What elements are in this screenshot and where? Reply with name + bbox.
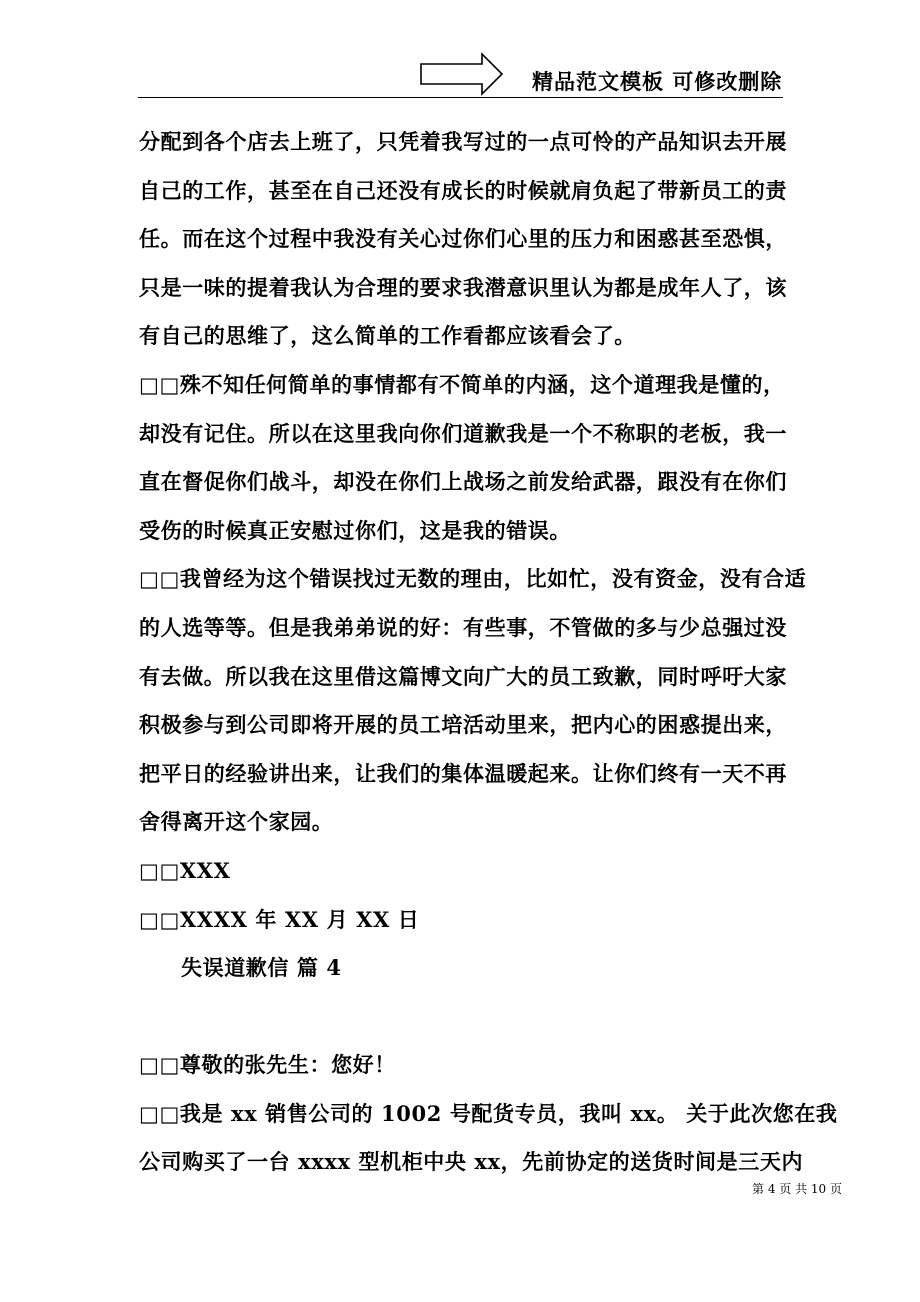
text-line: 公司购买了一台 xxxx 型机柜中央 xx，先前协定的送货时间是三天内 (139, 1149, 804, 1175)
header-divider (138, 97, 783, 98)
text-line: 有去做。所以我在这里借这篇博文向广大的员工致歉，同时呼吁大家 (139, 663, 787, 689)
text-line: 却没有记住。所以在这里我向你们道歉我是一个不称职的老板，我一 (139, 420, 787, 446)
text-line: 分配到各个店去上班了，只凭着我写过的一点可怜的产品知识去开展 (139, 129, 787, 154)
arrow-icon (420, 52, 504, 96)
text-line: 积极参与到公司即将开展的员工培活动里来，把内心的困惑提出来， (139, 712, 787, 738)
text-line: 有自己的思维了，这么简单的工作看都应该看会了。 (139, 323, 636, 349)
date-line: □□XXXX 年 XX 月 XX 日 (139, 906, 420, 932)
signature: □□XXX (139, 857, 231, 883)
text-line: 任。而在这个过程中我没有关心过你们心里的压力和困惑甚至恐惧， (139, 226, 787, 252)
blank-line (139, 993, 789, 1042)
text-line: 只是一味的提着我认为合理的要求我潜意识里认为都是成年人了，该 (139, 274, 787, 300)
text-line: □□殊不知任何简单的事情都有不简单的内涵，这个道理我是懂的， (139, 371, 785, 397)
text-line: 的人选等等。但是我弟弟说的好：有些事，不管做的多与少总强过没 (139, 614, 787, 640)
text-line: 受伤的时候真正安慰过你们，这是我的错误。 (139, 517, 571, 543)
header-title: 精品范文模板 可修改删除 (532, 69, 783, 94)
section-heading: 失误道歉信 篇 4 (181, 955, 342, 981)
page-number: 第 4 页 共 10 页 (752, 1182, 842, 1196)
text-line: 把平日的经验讲出来，让我们的集体温暖起来。让你们终有一天不再 (139, 760, 787, 786)
greeting: □□尊敬的张先生：您好！ (139, 1052, 396, 1078)
letter-body (139, 118, 838, 1187)
text-line: □□我曾经为这个错误找过无数的理由，比如忙，没有资金，没有合适 (139, 566, 807, 592)
text-line: 自己的工作，甚至在自己还没有成长的时候就肩负起了带新员工的责 (139, 177, 787, 203)
text-line: □□我是 xx 销售公司的 1002 号配货专员，我叫 xx。 关于此次您在我 (139, 1100, 838, 1126)
text-line: 直在督促你们战斗，却没在你们上战场之前发给武器，跟没有在你们 (139, 469, 787, 495)
text-line: 舍得离开这个家园。 (139, 809, 334, 835)
